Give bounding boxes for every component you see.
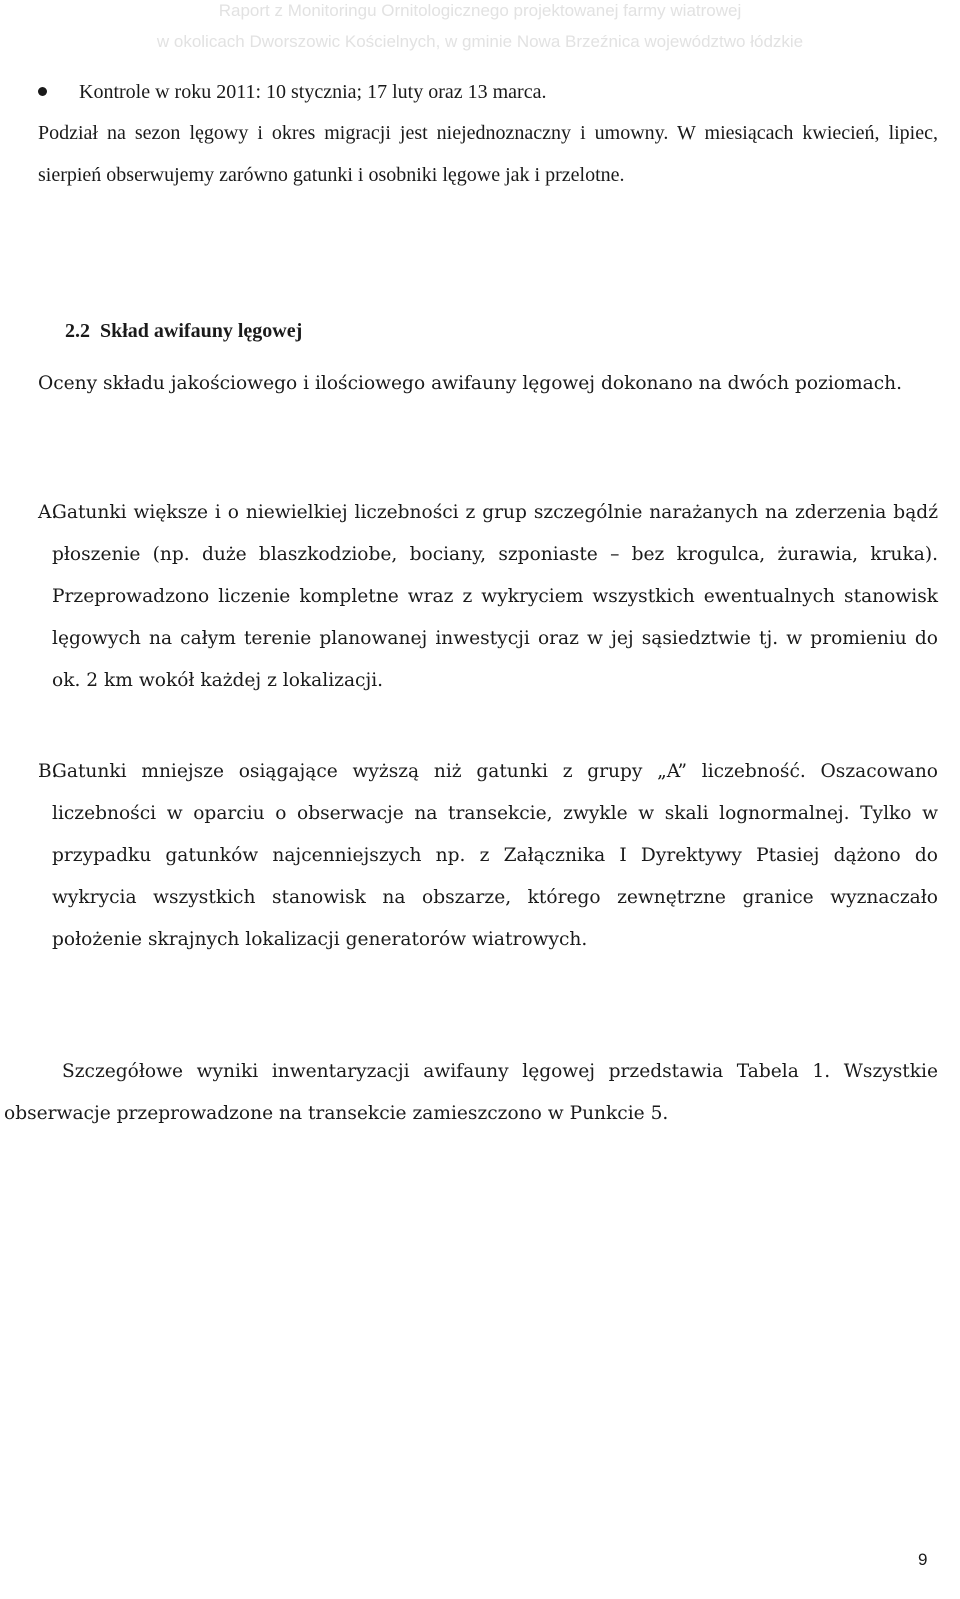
list-item-a-text: Gatunki większe i o niewielkiej liczebności z grup szczególnie narażanych na zderzenia bądź płoszenie (np. duże blaszkodziobe, bociany, szponiaste – bez krogulca, żurawia, kruka). Przeprowadzono liczenie kompletne wraz z wykryciem wszystkich ewentualnych stanowisk lęgowych na całym terenie planowanej inwestycji oraz w jej sąsiedztwie tj. w promieniu do ok. 2 km wokół każdej z lokalizacji. bbox=[52, 502, 938, 691]
section-title: Skład awifauny lęgowej bbox=[100, 320, 303, 342]
list-item-b-text: Gatunki mniejsze osiągające wyższą niż gatunki z grupy „A” liczebność. Oszacowano liczebności w oparciu o obserwacje na transekcie, zwykle w skali lognormalnej. Tylko w przypadku gatunków najcenniejszych np. z Załącznika I Dyrektywy Ptasiej dążono do wykrycia wszystkich stanowisk na obszarze, którego zewnętrzne granice wyznaczało położenie skrajnych lokalizacji generatorów wiatrowych. bbox=[52, 761, 938, 950]
bullet-dot-icon bbox=[38, 87, 47, 96]
header-subtitle-line: w okolicach Dworszowic Kościelnych, w gminie Nowa Brzeźnica województwo łódzkie bbox=[156, 32, 804, 51]
section-number: 2.2 bbox=[65, 320, 90, 342]
page-number: 9 bbox=[918, 1550, 928, 1569]
header-title-line: Raport z Monitoringu Ornitologicznego projektowanej farmy wiatrowej bbox=[218, 1, 742, 20]
final-paragraph: Szczegółowe wyniki inwentaryzacji awifauny lęgowej przedstawia Tabela 1. Wszystkie obserwacje przeprowadzone na transekcie zamieszczono w Punkcie 5. bbox=[4, 1061, 938, 1124]
intro-paragraph: Podział na sezon lęgowy i okres migracji jest niejednoznaczny i umowny. W miesiącach kwiecień, lipiec, sierpień obserwujemy zarówno gatunki i osobniki lęgowe jak i przelotne. bbox=[38, 122, 938, 186]
list-marker-b: B. bbox=[38, 761, 58, 782]
list-marker-a: A. bbox=[38, 502, 58, 523]
bullet-item bbox=[38, 71, 938, 113]
bullet-item-text: Kontrole w roku 2011: 10 stycznia; 17 luty oraz 13 marca. bbox=[79, 81, 547, 103]
section-heading bbox=[65, 310, 302, 352]
oceny-paragraph: Oceny składu jakościowego i ilościowego awifauny lęgowej dokonano na dwóch poziomach. bbox=[38, 373, 903, 394]
